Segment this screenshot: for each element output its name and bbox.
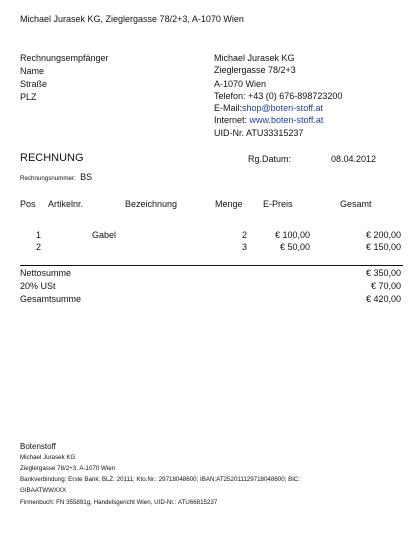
- company-phone: Telefon: +43 (0) 676-898723200: [214, 91, 343, 101]
- col-header-article: Artikelnr.: [48, 199, 84, 209]
- footer-company: Botenstoff: [20, 442, 56, 451]
- invoice-number-row: [20, 167, 92, 185]
- footer-line-register: Firmenbuch: FN 355891g, Handelsgericht Wien, UID-Nr.: ATU66815237: [20, 499, 218, 506]
- invoice-number-value: BS: [80, 172, 93, 182]
- invoice-title: RECHNUNG: [20, 152, 84, 164]
- totals-divider: [20, 265, 403, 266]
- row-pos: 1: [36, 230, 42, 240]
- footer-line-bank: Bankverbindung: Erste Bank; BLZ: 20111; Kto.Nr.: 29718048600; IBAN:AT252011129718048600; BIC:: [20, 476, 301, 483]
- recipient-zip-label: PLZ: [20, 92, 37, 102]
- row-total: € 150,00: [365, 242, 401, 252]
- gross-total-value: € 420,00: [365, 294, 401, 304]
- row-pos: 2: [36, 242, 42, 252]
- gross-total-label: Gesamtsumme: [20, 294, 82, 304]
- col-header-total: Gesamt: [340, 199, 372, 209]
- recipient-name-label: Name: [20, 66, 45, 76]
- net-total-label: Nettosumme: [20, 268, 72, 278]
- row-quantity: 2: [241, 230, 247, 240]
- vat-value: € 70,00: [370, 281, 401, 291]
- vat-label: 20% USt: [20, 281, 56, 291]
- company-email-link[interactable]: shop@boten-stoff.at: [242, 103, 324, 113]
- row-unit-price: € 50,00: [279, 242, 310, 252]
- company-website-link[interactable]: www.boten-stoff.at: [249, 115, 324, 125]
- company-name: Michael Jurasek KG: [214, 53, 295, 63]
- invoice-number-label: Rechnungsnummer:: [20, 175, 76, 182]
- recipient-heading: Rechnungsempfänger: [20, 53, 109, 63]
- col-header-quantity: Menge: [215, 199, 243, 209]
- company-email-label: E-Mail:: [214, 103, 243, 113]
- company-street: Zieglergasse 78/2+3: [214, 65, 296, 75]
- col-header-pos: Pos: [20, 199, 36, 209]
- sender-line: Michael Jurasek KG, Zieglergasse 78/2+3, A-1070 Wien: [20, 14, 244, 24]
- invoice-date-value: 08.04.2012: [331, 154, 377, 164]
- row-unit-price: € 100,00: [274, 230, 310, 240]
- col-header-description: Bezeichnung: [125, 199, 178, 209]
- col-header-unit-price: E-Preis: [263, 199, 293, 209]
- company-email-row: [214, 103, 323, 113]
- net-total-value: € 350,00: [365, 268, 401, 278]
- company-internet-label: Internet:: [214, 115, 250, 125]
- footer-line-name: Michael Jurasek KG: [20, 454, 76, 461]
- invoice-date-label: Rg.Datum:: [248, 154, 292, 164]
- company-city: A-1070 Wien: [214, 79, 267, 89]
- footer-line-bic: GIBAATWWXXX: [20, 487, 67, 494]
- recipient-street-label: Straße: [20, 79, 48, 89]
- footer-line-address: Zieglergasse 78/2+3, A-1070 Wien: [20, 465, 116, 472]
- row-total: € 200,00: [365, 230, 401, 240]
- row-quantity: 3: [241, 242, 247, 252]
- row-description: Gabel: [92, 230, 117, 240]
- company-internet-row: [214, 115, 323, 125]
- company-uid: UID-Nr. ATU33315237: [214, 128, 304, 138]
